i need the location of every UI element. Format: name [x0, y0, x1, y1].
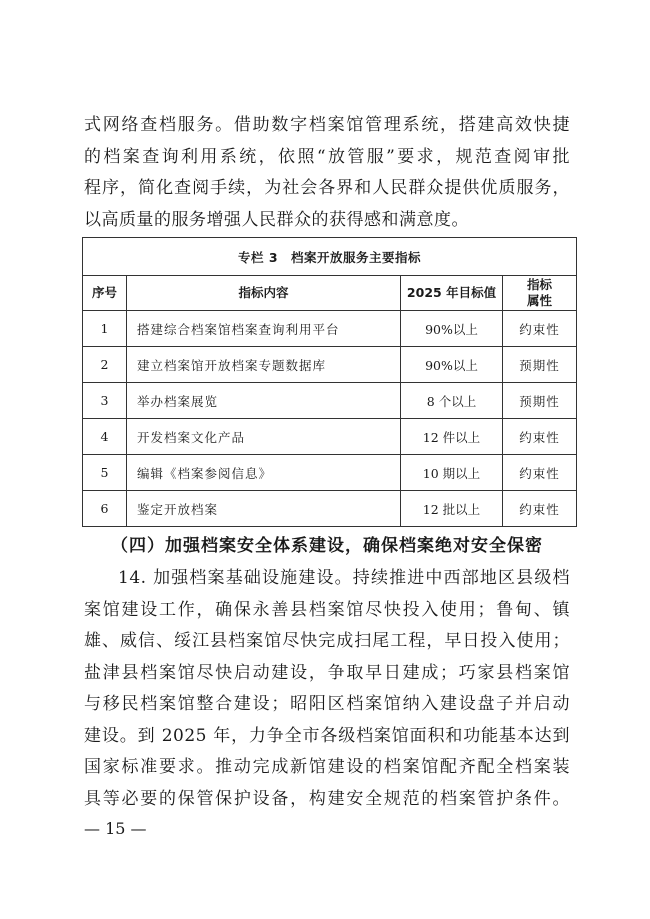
text-line: 国家标准要求。推动完成新馆建设的档案馆配齐配全档案装	[84, 757, 570, 777]
cell-no: 6	[83, 491, 127, 527]
cell-target: 90%以上	[401, 347, 503, 383]
cell-no: 3	[83, 383, 127, 419]
table-row	[83, 419, 577, 455]
cell-no: 2	[83, 347, 127, 383]
table-row	[83, 455, 577, 491]
cell-no: 5	[83, 455, 127, 491]
header-content: 指标内容	[127, 276, 401, 311]
text-line: 具等必要的保管保护设备，构建安全规范的档案管护条件。	[84, 788, 570, 809]
cell-content: 搭建综合档案馆档案查询利用平台	[127, 311, 401, 347]
cell-attr: 约束性	[503, 419, 577, 455]
cell-attr: 预期性	[503, 383, 577, 419]
cell-content: 编辑《档案参阅信息》	[127, 455, 401, 491]
cell-target: 10 期以上	[401, 455, 503, 491]
table-row	[83, 347, 577, 383]
text-line: 雄、威信、绥江县档案馆尽快完成扫尾工程，早日投入使用；	[84, 631, 570, 651]
text-line: 的档案查询利用系统，依照“放管服”要求，规范查阅审批	[84, 146, 570, 167]
header-no: 序号	[83, 276, 127, 311]
cell-no: 4	[83, 419, 127, 455]
text-line: 与移民档案馆整合建设；昭阳区档案馆纳入建设盘子并启动	[84, 694, 570, 714]
cell-attr: 约束性	[503, 491, 577, 527]
section-heading: （四）加强档案安全体系建设，确保档案绝对安全保密	[111, 536, 543, 556]
text-line: 式网络查档服务。借助数字档案馆管理系统，搭建高效快捷	[84, 115, 570, 135]
cell-target: 8 个以上	[401, 383, 503, 419]
body-paragraph-top	[84, 110, 570, 236]
cell-attr: 预期性	[503, 347, 577, 383]
page-number: — 15 —	[84, 819, 147, 838]
cell-content: 举办档案展览	[127, 383, 401, 419]
table-row	[83, 491, 577, 527]
table-row	[83, 383, 577, 419]
text-line: 盐津县档案馆尽快启动建设，争取早日建成；巧家县档案馆	[84, 662, 570, 683]
header-attr	[503, 276, 577, 311]
body-paragraph-bottom	[84, 563, 570, 815]
table-caption: 专栏 3 档案开放服务主要指标	[83, 238, 577, 276]
text-line: 建设。到 2025 年，力争全市各级档案馆面积和功能基本达到	[84, 725, 570, 746]
text-line: 14. 加强档案基础设施建设。持续推进中西部地区县级档	[118, 568, 570, 588]
cell-attr: 约束性	[503, 455, 577, 491]
cell-content: 鉴定开放档案	[127, 491, 401, 527]
cell-no: 1	[83, 311, 127, 347]
cell-attr: 约束性	[503, 311, 577, 347]
text-line: 程序，简化查阅手续，为社会各界和人民群众提供优质服务，	[84, 178, 570, 198]
table-header-row	[83, 276, 577, 311]
cell-target: 12 件以上	[401, 419, 503, 455]
cell-content: 建立档案馆开放档案专题数据库	[127, 347, 401, 383]
text-line: 以高质量的服务增强人民群众的获得感和满意度。	[84, 209, 469, 230]
cell-target: 12 批以上	[401, 491, 503, 527]
header-attr-line1: 指标	[526, 277, 552, 292]
cell-content: 开发档案文化产品	[127, 419, 401, 455]
indicator-table	[82, 237, 577, 527]
header-attr-line2: 属性	[526, 293, 552, 308]
cell-target: 90%以上	[401, 311, 503, 347]
table-row	[83, 311, 577, 347]
header-target: 2025 年目标值	[401, 276, 503, 311]
text-line: 案馆建设工作，确保永善县档案馆尽快投入使用；鲁甸、镇	[84, 599, 570, 620]
